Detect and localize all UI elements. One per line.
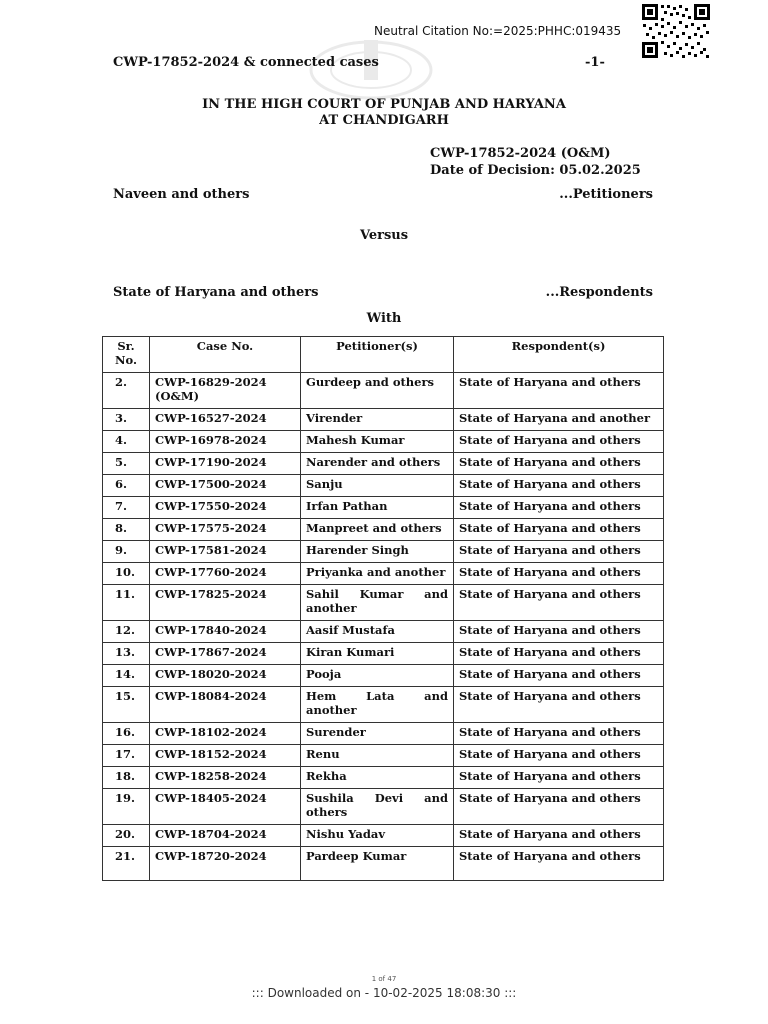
cell-sr-no: 19. [103, 789, 150, 825]
table-row [103, 475, 664, 497]
cell-sr-no: 15. [103, 687, 150, 723]
cell-respondents: State of Haryana and others [454, 723, 664, 745]
table-body [103, 373, 664, 881]
cell-respondents: State of Haryana and others [454, 497, 664, 519]
table-row [103, 723, 664, 745]
cell-case-no: CWP-18258-2024 [150, 767, 301, 789]
table-row [103, 519, 664, 541]
petitioner-name: Naveen and others [113, 187, 250, 202]
cell-sr-no: 14. [103, 665, 150, 687]
cell-case-no: CWP-18102-2024 [150, 723, 301, 745]
cell-sr-no: 6. [103, 475, 150, 497]
cell-sr-no: 4. [103, 431, 150, 453]
respondent-role: ...Respondents [545, 285, 653, 300]
cell-respondents: State of Haryana and others [454, 789, 664, 825]
cell-sr-no: 12. [103, 621, 150, 643]
cell-sr-no: 3. [103, 409, 150, 431]
cell-case-no: CWP-18720-2024 [150, 847, 301, 881]
versus-label: Versus [359, 228, 409, 243]
table-row [103, 409, 664, 431]
court-name: IN THE HIGH COURT OF PUNJAB AND HARYANA [202, 97, 566, 112]
cell-respondents: State of Haryana and another [454, 409, 664, 431]
cell-respondents: State of Haryana and others [454, 373, 664, 409]
cell-sr-no: 7. [103, 497, 150, 519]
cell-case-no: CWP-17825-2024 [150, 585, 301, 621]
column-header-sr-no: Sr. No. [103, 337, 150, 373]
table-row [103, 643, 664, 665]
table-row [103, 585, 664, 621]
table-row [103, 665, 664, 687]
cell-petitioners: Kiran Kumari [301, 643, 454, 665]
connected-cases-table [102, 336, 664, 881]
cell-sr-no: 16. [103, 723, 150, 745]
cell-petitioners: Sahil Kumar and another [301, 585, 454, 621]
column-header-case-no: Case No. [150, 337, 301, 373]
cell-petitioners: Surender [301, 723, 454, 745]
cell-sr-no: 9. [103, 541, 150, 563]
cell-case-no: CWP-16829-2024 (O&M) [150, 373, 301, 409]
cell-sr-no: 13. [103, 643, 150, 665]
cell-petitioners: Renu [301, 745, 454, 767]
cell-case-no: CWP-17575-2024 [150, 519, 301, 541]
cell-case-no: CWP-17581-2024 [150, 541, 301, 563]
cell-respondents: State of Haryana and others [454, 621, 664, 643]
cell-petitioners: Gurdeep and others [301, 373, 454, 409]
table-row [103, 825, 664, 847]
cell-petitioners: Harender Singh [301, 541, 454, 563]
cell-sr-no: 8. [103, 519, 150, 541]
table-row [103, 431, 664, 453]
cell-respondents: State of Haryana and others [454, 475, 664, 497]
cell-petitioners: Virender [301, 409, 454, 431]
cell-case-no: CWP-17760-2024 [150, 563, 301, 585]
cell-respondents: State of Haryana and others [454, 563, 664, 585]
cell-petitioners: Mahesh Kumar [301, 431, 454, 453]
with-label: With [366, 311, 402, 326]
cell-sr-no: 21. [103, 847, 150, 881]
cell-case-no: CWP-17500-2024 [150, 475, 301, 497]
cell-case-no: CWP-17190-2024 [150, 453, 301, 475]
download-stamp: ::: Downloaded on - 10-02-2025 18:08:30 ::: [251, 986, 517, 1000]
cell-sr-no: 17. [103, 745, 150, 767]
cell-petitioners: Pardeep Kumar [301, 847, 454, 881]
cell-case-no: CWP-17840-2024 [150, 621, 301, 643]
cell-sr-no: 11. [103, 585, 150, 621]
table-row [103, 453, 664, 475]
cell-case-no: CWP-18084-2024 [150, 687, 301, 723]
cell-respondents: State of Haryana and others [454, 687, 664, 723]
table-row [103, 373, 664, 409]
page-number: 1 of 47 [371, 975, 397, 983]
table-row [103, 789, 664, 825]
cell-petitioners: Pooja [301, 665, 454, 687]
case-number: CWP-17852-2024 (O&M) [430, 146, 611, 161]
cell-petitioners: Narender and others [301, 453, 454, 475]
table-row [103, 687, 664, 723]
cell-respondents: State of Haryana and others [454, 745, 664, 767]
cell-respondents: State of Haryana and others [454, 431, 664, 453]
cell-respondents: State of Haryana and others [454, 585, 664, 621]
cell-petitioners: Sanju [301, 475, 454, 497]
cell-respondents: State of Haryana and others [454, 541, 664, 563]
cell-petitioners: Sushila Devi and others [301, 789, 454, 825]
neutral-citation: Neutral Citation No:=2025:PHHC:019435 [374, 24, 622, 38]
cell-respondents: State of Haryana and others [454, 643, 664, 665]
cell-respondents: State of Haryana and others [454, 825, 664, 847]
cell-petitioners: Rekha [301, 767, 454, 789]
cell-sr-no: 5. [103, 453, 150, 475]
cell-petitioners: Hem Lata and another [301, 687, 454, 723]
cell-petitioners: Aasif Mustafa [301, 621, 454, 643]
cell-case-no: CWP-16978-2024 [150, 431, 301, 453]
cell-petitioners: Nishu Yadav [301, 825, 454, 847]
cell-sr-no: 20. [103, 825, 150, 847]
cell-case-no: CWP-17550-2024 [150, 497, 301, 519]
header-page-marker: -1- [585, 55, 605, 70]
header-case-reference: CWP-17852-2024 & connected cases [113, 55, 379, 70]
cell-case-no: CWP-18405-2024 [150, 789, 301, 825]
petitioner-role: ...Petitioners [559, 187, 653, 202]
cell-sr-no: 18. [103, 767, 150, 789]
court-location: AT CHANDIGARH [319, 113, 449, 128]
respondent-name: State of Haryana and others [113, 285, 319, 300]
table-row [103, 541, 664, 563]
cell-petitioners: Priyanka and another [301, 563, 454, 585]
cell-respondents: State of Haryana and others [454, 519, 664, 541]
table-row [103, 497, 664, 519]
cell-petitioners: Manpreet and others [301, 519, 454, 541]
cell-petitioners: Irfan Pathan [301, 497, 454, 519]
cell-sr-no: 2. [103, 373, 150, 409]
table-row [103, 563, 664, 585]
table-row [103, 621, 664, 643]
table-row [103, 847, 664, 881]
cell-respondents: State of Haryana and others [454, 847, 664, 881]
cell-case-no: CWP-17867-2024 [150, 643, 301, 665]
cell-respondents: State of Haryana and others [454, 665, 664, 687]
cell-respondents: State of Haryana and others [454, 767, 664, 789]
table-header-row [103, 337, 664, 373]
cell-case-no: CWP-16527-2024 [150, 409, 301, 431]
decision-date: Date of Decision: 05.02.2025 [430, 163, 641, 178]
cell-case-no: CWP-18704-2024 [150, 825, 301, 847]
cell-sr-no: 10. [103, 563, 150, 585]
table-row [103, 767, 664, 789]
column-header-respondents: Respondent(s) [454, 337, 664, 373]
qr-code-icon [641, 3, 711, 59]
column-header-petitioners: Petitioner(s) [301, 337, 454, 373]
cell-respondents: State of Haryana and others [454, 453, 664, 475]
table-row [103, 745, 664, 767]
cell-case-no: CWP-18020-2024 [150, 665, 301, 687]
cell-case-no: CWP-18152-2024 [150, 745, 301, 767]
